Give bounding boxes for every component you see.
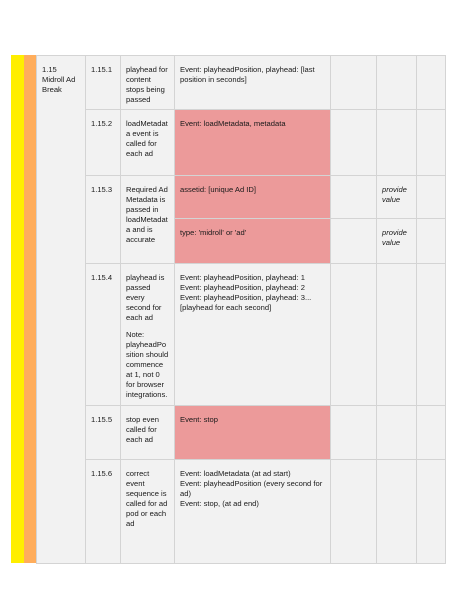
description-note: Note: playheadPosition should commence at 1, not 0 for browser integrations. (126, 330, 169, 400)
table-row (37, 460, 446, 564)
table-row (37, 176, 446, 219)
row-empty-cell (331, 406, 377, 460)
row-empty-cell (331, 264, 377, 406)
provide-value-note: provide value (377, 219, 417, 264)
row-empty-cell (417, 110, 446, 176)
row-description: loadMetadata event is called for each ad (121, 110, 175, 176)
row-empty-cell (417, 56, 446, 110)
row-expected-highlighted: Event: stop (175, 406, 331, 460)
row-expected: Event: playheadPosition, playhead: 1 Event: playheadPosition, playhead: 2 Event: playheadPosition, playhead: 3...[playhead for each second] (175, 264, 331, 406)
orange-side-band (24, 55, 36, 563)
row-id: 1.15.2 (86, 110, 121, 176)
row-id: 1.15.3 (86, 176, 121, 264)
row-empty-cell (331, 219, 377, 264)
row-expected-highlighted: type: 'midroll' or 'ad' (175, 219, 331, 264)
row-notes-cell (377, 264, 417, 406)
description-text: playhead is passed every second for each ad (126, 273, 165, 323)
row-empty-cell (417, 176, 446, 219)
row-id: 1.15.1 (86, 56, 121, 110)
row-empty-cell (331, 56, 377, 110)
test-case-table (36, 55, 446, 564)
row-id: 1.15.6 (86, 460, 121, 564)
row-empty-cell (331, 176, 377, 219)
row-expected-highlighted: Event: loadMetadata, metadata (175, 110, 331, 176)
row-notes-cell (377, 406, 417, 460)
table-row (37, 264, 446, 406)
row-empty-cell (417, 219, 446, 264)
yellow-side-band (11, 55, 24, 563)
row-description: stop even called for each ad (121, 406, 175, 460)
row-expected: Event: loadMetadata (at ad start) Event: playheadPosition (every second for ad) Event: stop, (at ad end) (175, 460, 331, 564)
row-description: correct event sequence is called for ad pod or each ad (121, 460, 175, 564)
row-expected: Event: playheadPosition, playhead: [last position in seconds] (175, 56, 331, 110)
row-description: Required Ad Metadata is passed in loadMetadata and is accurate (121, 176, 175, 264)
row-id: 1.15.4 (86, 264, 121, 406)
row-empty-cell (331, 110, 377, 176)
row-notes-cell (377, 56, 417, 110)
row-description: playhead for content stops being passed (121, 56, 175, 110)
row-notes-cell (377, 460, 417, 564)
provide-value-note: provide value (377, 176, 417, 219)
table-row (37, 110, 446, 176)
row-empty-cell (331, 460, 377, 564)
row-expected-highlighted: assetid: [unique Ad ID] (175, 176, 331, 219)
row-empty-cell (417, 406, 446, 460)
row-empty-cell (417, 460, 446, 564)
row-empty-cell (417, 264, 446, 406)
table-row (37, 406, 446, 460)
table-row (37, 56, 446, 110)
row-notes-cell (377, 110, 417, 176)
row-id: 1.15.5 (86, 406, 121, 460)
row-description (121, 264, 175, 406)
section-title: 1.15 Midroll Ad Break (37, 56, 86, 564)
